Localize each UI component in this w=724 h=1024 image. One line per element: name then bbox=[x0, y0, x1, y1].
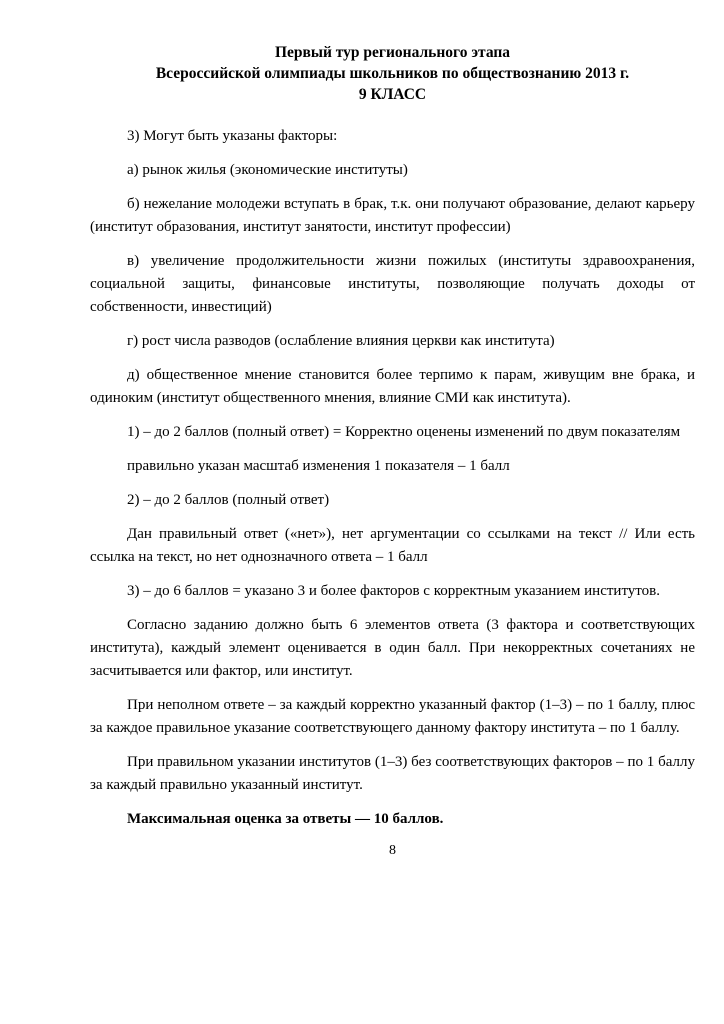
paragraph-max-score: Максимальная оценка за ответы — 10 баллов. bbox=[127, 811, 444, 827]
paragraph-factor-d: д) общественное мнение становится более терпимо к парам, живущим вне брака, и одиноким (институт общественного мнения, влияние СМИ как института). bbox=[90, 367, 695, 406]
paragraph-scoring-item-3: 3) – до 6 баллов = указано 3 и более факторов с корректным указанием институтов. bbox=[127, 583, 660, 599]
paragraph-scoring-scale: правильно указан масштаб изменения 1 показателя – 1 балл bbox=[127, 458, 510, 474]
paragraph-factor-g: г) рост числа разводов (ослабление влияния церкви как института) bbox=[127, 333, 555, 349]
title-line-1: Первый тур регионального этапа bbox=[274, 44, 511, 61]
paragraph-scoring-answer: Дан правильный ответ («нет»), нет аргументации со ссылками на текст // Или есть ссылка на текст, но нет однозначного ответа – 1 балл bbox=[90, 526, 695, 565]
paragraph-scoring-partial: При неполном ответе – за каждый корректно указанный фактор (1–3) – по 1 баллу, плюс за каждое правильное указание соответствующего данному фактору института – по 1 баллу. bbox=[90, 697, 695, 736]
paragraph-scoring-elements: Согласно заданию должно быть 6 элементов ответа (3 фактора и соответствующих института), каждый элемент оценивается в один балл. При некорректных сочетаниях не засчитывается или фактор, или институт. bbox=[90, 617, 695, 679]
paragraph-factor-b: б) нежелание молодежи вступать в брак, т.к. они получают образование, делают карьеру (институт образования, институт занятости, институт профессии) bbox=[90, 196, 695, 235]
paragraph-scoring-item-1: 1) – до 2 баллов (полный ответ) = Корректно оценены изменений по двум показателям bbox=[127, 424, 681, 440]
paragraph-factor-v: в) увеличение продолжительности жизни пожилых (институты здравоохранения, социальной защиты, финансовые институты, позволяющие получать доходы от собственности, инвестиций) bbox=[90, 253, 695, 315]
paragraph-scoring-item-2: 2) – до 2 баллов (полный ответ) bbox=[127, 492, 330, 508]
paragraph-factors-intro: 3) Могут быть указаны факторы: bbox=[127, 128, 338, 144]
document-body bbox=[90, 125, 695, 831]
document-title bbox=[90, 42, 695, 105]
paragraph-scoring-institutes: При правильном указании институтов (1–3) без соответствующих факторов – по 1 баллу за каждый правильно указанный институт. bbox=[90, 754, 695, 793]
page-number: 8 bbox=[389, 843, 396, 858]
title-line-3: 9 КЛАСС bbox=[358, 86, 427, 103]
title-line-2: Всероссийской олимпиады школьников по обществознанию 2013 г. bbox=[155, 65, 630, 82]
paragraph-factor-a: а) рынок жилья (экономические институты) bbox=[127, 162, 408, 178]
